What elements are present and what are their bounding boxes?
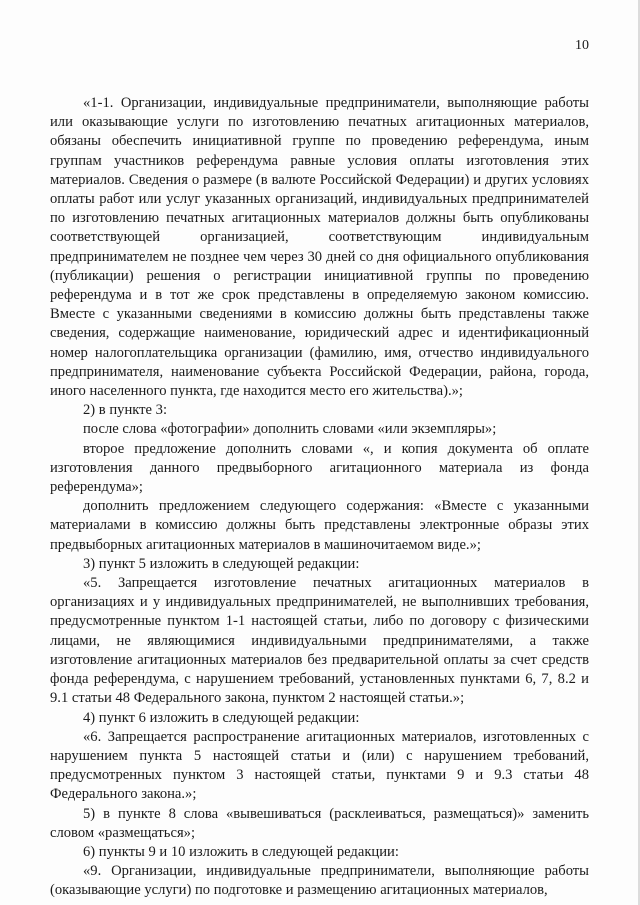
paragraph-item-4: 4) пункт 6 изложить в следующей редакции: [83,709,360,726]
document-body [50,94,589,901]
paragraph-item-2-a: после слова «фотографии» дополнить словами «или экземпляры»; [83,421,497,438]
page-number: 10 [575,38,589,53]
paragraph-item-5-text: «5. Запрещается изготовление печатных агитационных материалов в организациях и у индивидуальных предпринимателей, не выполнивших требования, предусмотренные пунктом 1-1 настоящей статьи, либо по договору с физическими лицами, не являющимися индивидуальными предпринимателями, а также изготовление агитационных материалов без предварительной оплаты за счет средств фонда референдума, с нарушением требований, установленных пунктами 6, 7, 8.2 и 9.1 статьи 48 Федерального закона, пунктом 2 настоящей статьи.»; [50,575,589,707]
paragraph-1-1-text: «1-1. Организации, индивидуальные предприниматели, выполняющие работы или оказывающие услуги по изготовлению печатных агитационных материалов, обязаны обеспечить инициативной группе по проведению референдума, иным группам участников референдума равные условия оплаты изготовления этих материалов. Сведения о размере (в валюте Российской Федерации) и других условиях оплаты работ или услуг указанных организаций, индивидуальных предпринимателей по изготовлению печатных агитационных материалов должны быть опубликованы соответствующей организацией, соответствующим индивидуальным предпринимателем не позднее чем через 30 дней со дня официального опубликования (публикации) решения о регистрации инициативной группы по проведению референдума и в тот же срок представлены в определяемую законом комиссию. Вместе с указанными сведениями в комиссию должны быть представлены также сведения, содержащие наименование, юридический адрес и идентификационный номер налогоплательщика организации (фамилию, имя, отчество индивидуального предпринимателя, наименование субъекта Российской Федерации, района, города, иного населенного пункта, где находится место его жительства).»; [50,95,589,400]
paragraph-item-2-c: дополнить предложением следующего содержания: «Вместе с указанными материалами в комиссию должны быть представлены электронные образы этих предвыборных агитационных материалов в машиночитаемом виде.»; [50,498,589,553]
paragraph-item-6-text: «6. Запрещается распространение агитационных материалов, изготовленных с нарушением пункта 5 настоящей статьи и (или) с нарушением требований, предусмотренных пунктом 3 настоящей статьи, пунктами 9 и 9.3 статьи 48 Федерального закона.»; [50,728,589,803]
paragraph-item-6: 6) пункты 9 и 10 изложить в следующей редакции: [83,843,399,860]
paragraph-item-5: 5) в пункте 8 слова «вывешиваться (расклеиваться, размещаться)» заменить словом «размещаться»; [50,805,589,841]
paragraph-item-9-text: «9. Организации, индивидуальные предприниматели, выполняющие работы (оказывающие услуги) по подготовке и размещению агитационных материалов, [50,863,589,899]
paragraph-item-2: 2) в пункте 3: [83,402,168,419]
paragraph-item-2-b: второе предложение дополнить словами «, и копия документа об оплате изготовления данного предвыборного агитационного материала из фонда референдума»; [50,440,589,496]
paragraph-item-3: 3) пункт 5 изложить в следующей редакции: [83,555,360,572]
